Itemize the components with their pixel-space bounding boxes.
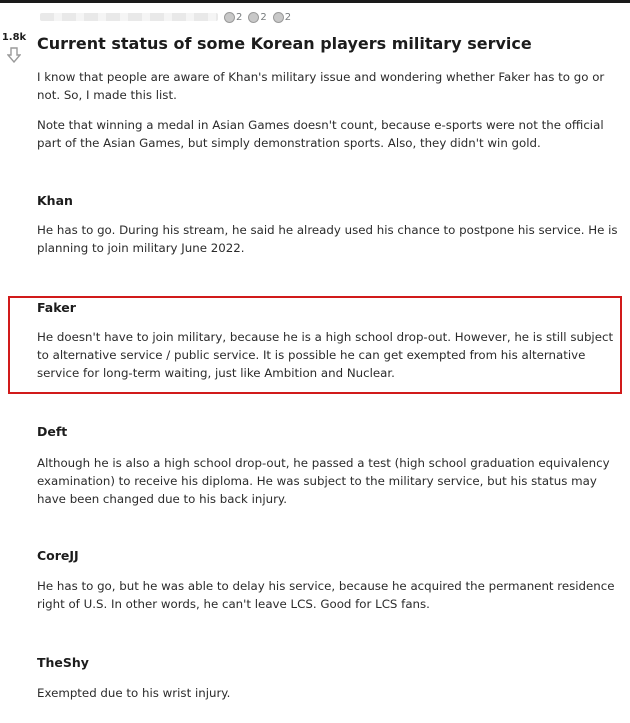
player-heading-khan: Khan <box>37 193 73 208</box>
blurred-author-info <box>40 13 218 21</box>
intro-paragraph-2: Note that winning a medal in Asian Games doesn't count, because e-sports were not the official part of the Asian Games, but simply demonstration sports. Also, they didn't win gold. <box>37 118 604 150</box>
player-heading-deft: Deft <box>37 424 68 439</box>
downvote-arrow-icon[interactable] <box>7 47 21 63</box>
player-text-theshy: Exempted due to his wrist injury. <box>37 686 231 700</box>
award-helpful[interactable]: 2 <box>248 12 266 23</box>
player-text-faker: He doesn't have to join military, because he is a high school drop-out. However, he is still subject to alternative service / public service. It is possible he can get exempted from his alternative service for long-term waiting, just like Ambition and Nuclear. <box>37 330 614 380</box>
post-meta <box>40 10 291 24</box>
player-text-corejj: He has to go, but he was able to delay his service, because he acquired the permanent residence right of U.S. In other words, he can't leave LCS. Good for LCS fans. <box>37 579 615 611</box>
player-heading-corejj: CoreJJ <box>37 548 79 563</box>
helpful-award-icon <box>248 12 259 23</box>
award-wholesome[interactable]: 2 <box>273 12 291 23</box>
award-silver[interactable]: 2 <box>224 12 242 23</box>
silver-award-icon <box>224 12 235 23</box>
post-title[interactable]: Current status of some Korean players military service <box>37 34 532 53</box>
player-text-deft: Although he is also a high school drop-out, he passed a test (high school graduation equivalency examination) to receive his diploma. He was subject to the military service, but his status may have been changed due to his back injury. <box>37 456 610 506</box>
player-heading-faker: Faker <box>37 300 76 315</box>
player-text-khan: He has to go. During his stream, he said he already used his chance to postpone his service. He is planning to join military June 2022. <box>37 223 618 255</box>
vote-score: 1.8k <box>1 32 27 43</box>
player-heading-theshy: TheShy <box>37 655 89 670</box>
wholesome-award-icon <box>273 12 284 23</box>
top-border <box>0 0 630 3</box>
intro-paragraph-1: I know that people are aware of Khan's military issue and wondering whether Faker has to go or not. So, I made this list. <box>37 70 605 102</box>
vote-column <box>0 32 28 63</box>
